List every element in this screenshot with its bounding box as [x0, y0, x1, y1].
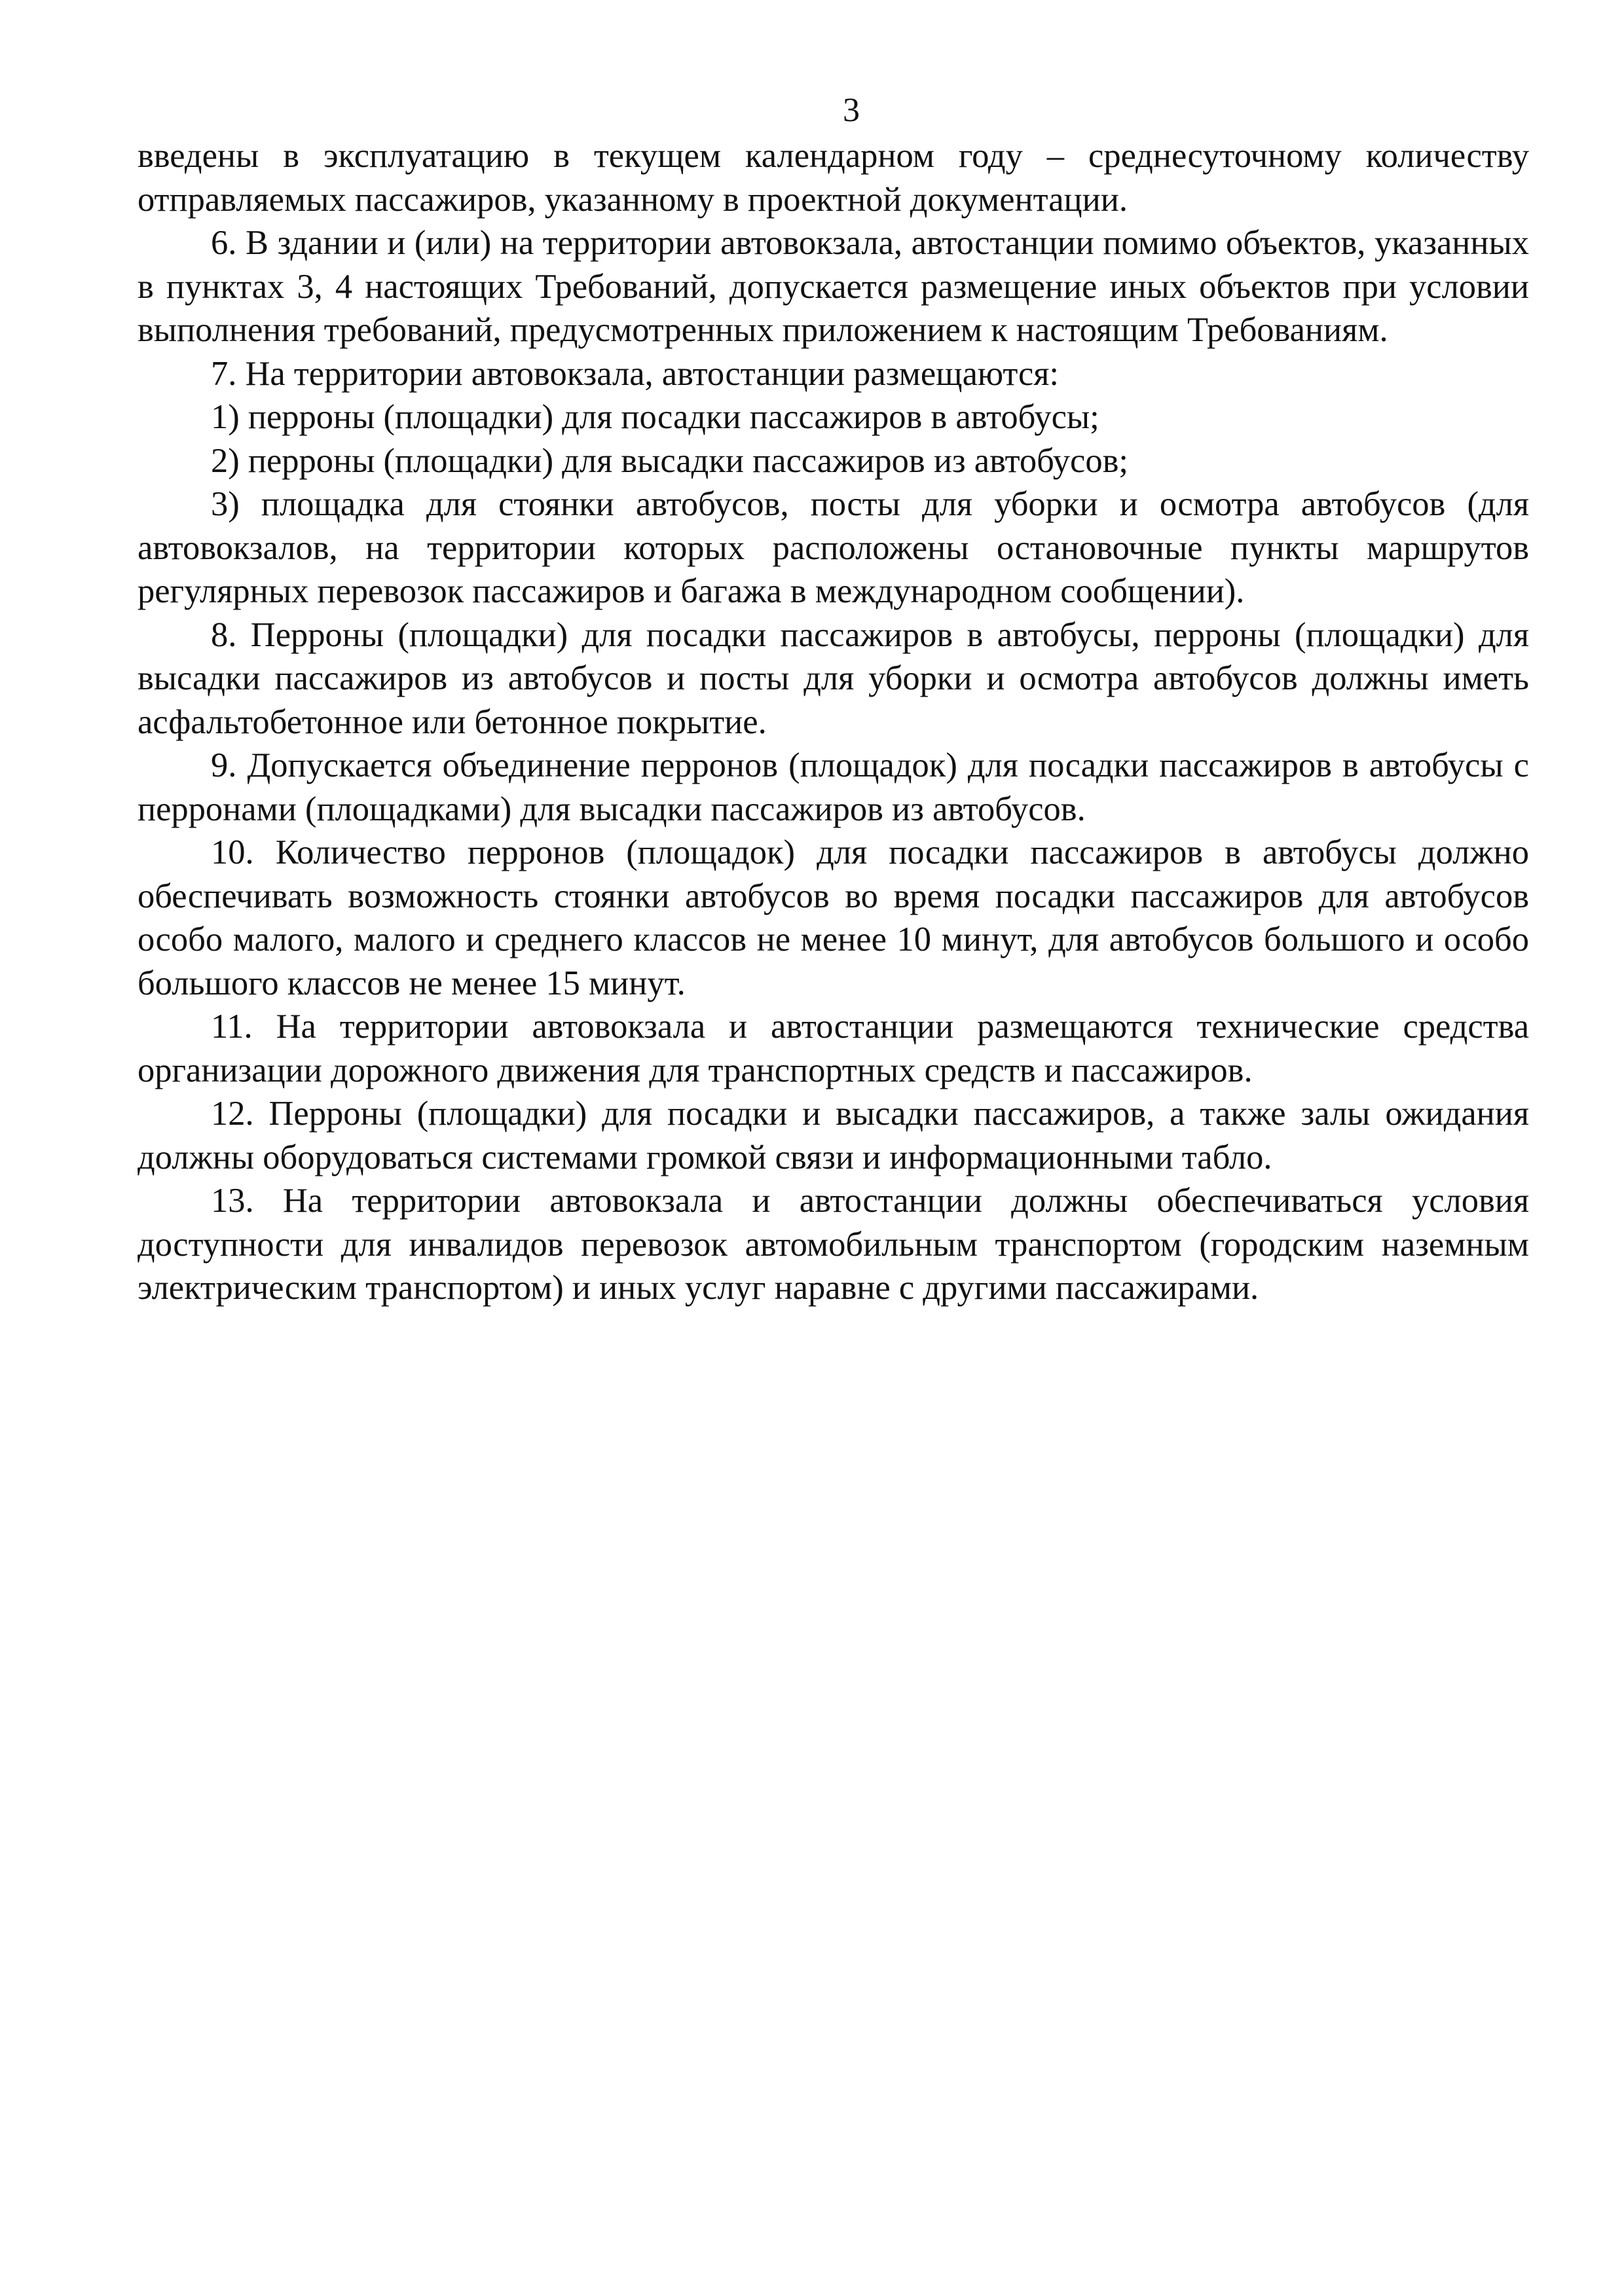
paragraph-item-7-2: 2) перроны (площадки) для высадки пассажиров из автобусов; [211, 441, 1128, 480]
paragraph-item-7: 7. На территории автовокзала, автостанции размещаются: [211, 354, 1060, 393]
paragraph-item-9: 9. Допускается объединение перронов (площадок) для посадки пассажиров в автобусы с перронами (площадками) для высадки пассажиров из автобусов. [138, 746, 1529, 828]
document-body [138, 134, 1529, 1310]
paragraph-continuation: введены в эксплуатацию в текущем календарном году – среднесуточному количеству отправляемых пассажиров, указанному в проектной документации. [138, 137, 1529, 219]
paragraph-item-11: 11. На территории автовокзала и автостанции размещаются технические средства организации дорожного движения для транспортных средств и пассажиров. [138, 1008, 1529, 1089]
paragraph-item-7-1: 1) перроны (площадки) для посадки пассажиров в автобусы; [211, 398, 1099, 436]
paragraph-item-7-3: 3) площадка для стоянки автобусов, посты для уборки и осмотра автобусов (для автовокзалов, на территории которых расположены остановочные пункты маршрутов регулярных перевозок пассажиров и багажа в международном сообщении). [138, 485, 1529, 610]
page-number: 3 [843, 92, 860, 129]
paragraph-item-13: 13. На территории автовокзала и автостанции должны обеспечиваться условия доступности для инвалидов перевозок автомобильным транспортом (городским наземным электрическим транспортом) и иных услуг наравне с другими пассажирами. [138, 1182, 1529, 1307]
paragraph-item-10: 10. Количество перронов (площадок) для посадки пассажиров в автобусы должно обеспечивать возможность стоянки автобусов во время посадки пассажиров для автобусов особо малого, малого и среднего классов не менее 10 минут, для автобусов большого и особо большого классов не менее 15 минут. [138, 833, 1529, 1002]
paragraph-item-8: 8. Перроны (площадки) для посадки пассажиров в автобусы, перроны (площадки) для высадки пассажиров из автобусов и посты для уборки и осмотра автобусов должны иметь асфальтобетонное или бетонное покрытие. [138, 615, 1529, 741]
paragraph-item-12: 12. Перроны (площадки) для посадки и высадки пассажиров, а также залы ожидания должны оборудоваться системами громкой связи и информационными табло. [138, 1095, 1529, 1176]
paragraph-item-6: 6. В здании и (или) на территории автовокзала, автостанции помимо объектов, указанных в пунктах 3, 4 настоящих Требований, допускается размещение иных объектов при условии выполнения требований, предусмотренных приложением к настоящим Требованиям. [138, 224, 1529, 349]
